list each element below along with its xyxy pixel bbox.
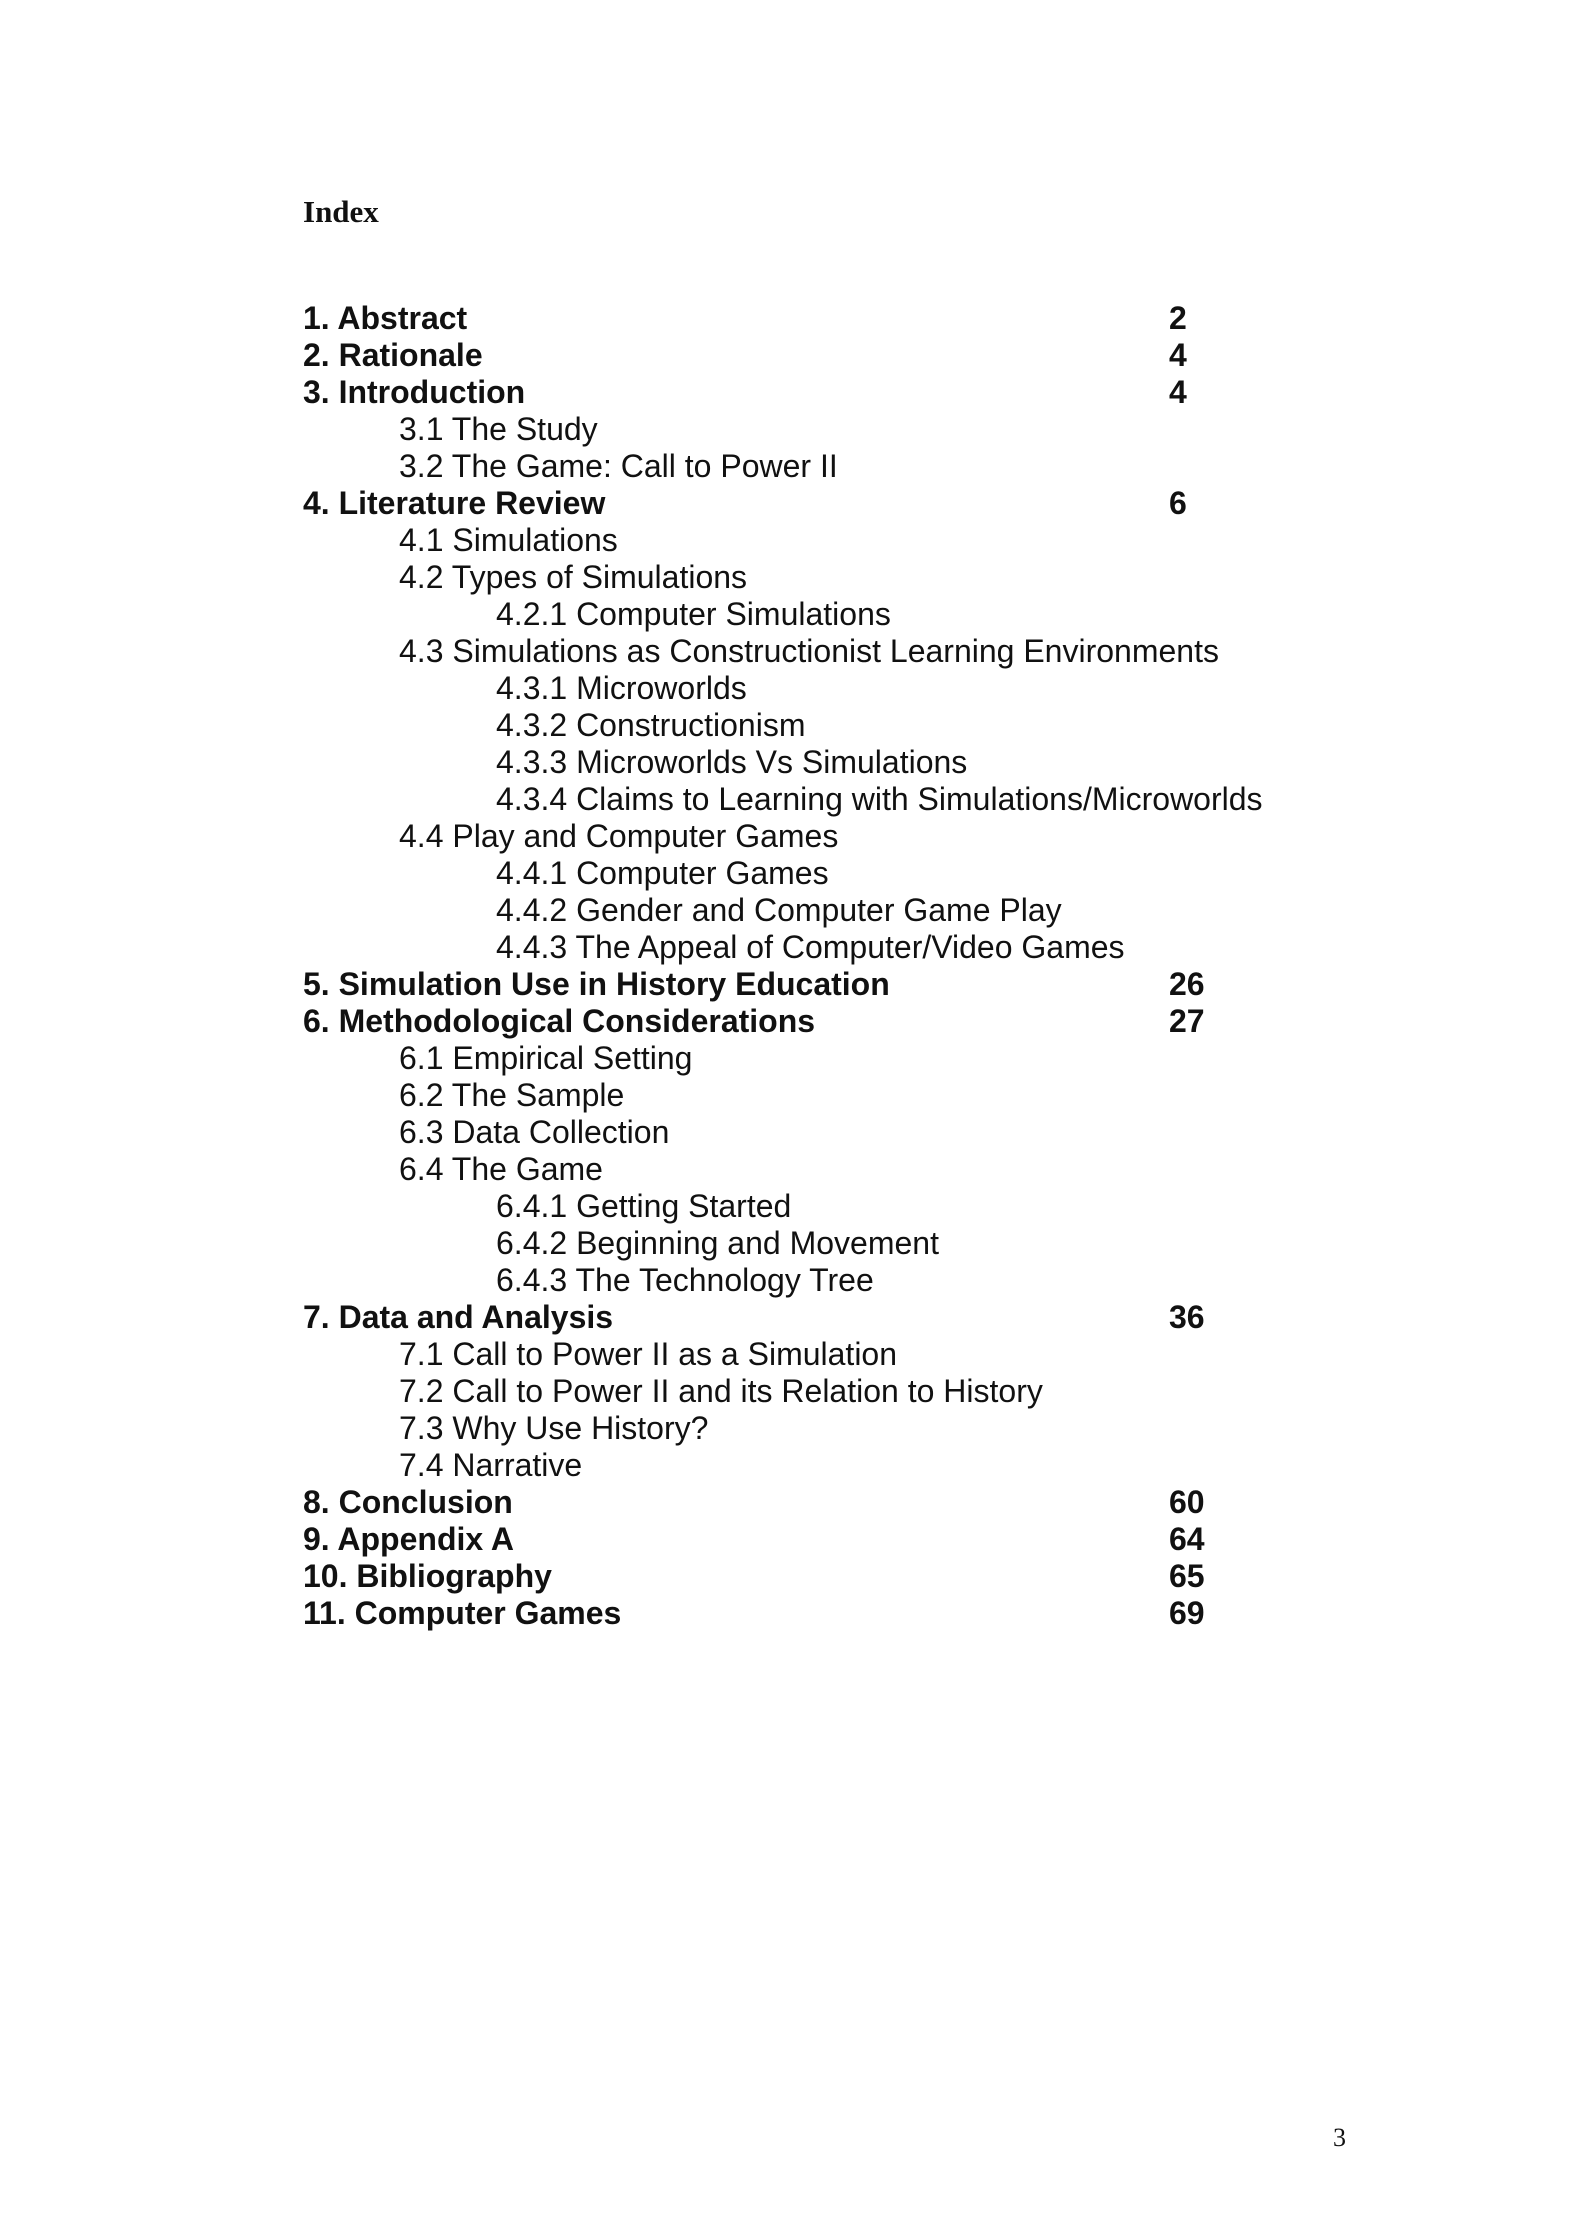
toc-entry xyxy=(303,707,1243,744)
toc-entry-page: 4 xyxy=(1169,374,1187,410)
toc-entry-title: 4.3.2 Constructionism xyxy=(496,707,806,743)
toc-entry xyxy=(303,892,1243,929)
toc-entry-title: 6.2 The Sample xyxy=(399,1077,625,1113)
toc-entry xyxy=(303,818,1243,855)
toc-entry xyxy=(303,1447,1243,1484)
toc-entry-title: 6.3 Data Collection xyxy=(399,1114,670,1150)
toc-entry xyxy=(303,1262,1243,1299)
toc-entry-title: 7.1 Call to Power II as a Simulation xyxy=(399,1336,898,1372)
toc-entry-page: 64 xyxy=(1169,1521,1205,1557)
toc-entry-title: 9. Appendix A xyxy=(303,1521,514,1557)
toc-entry xyxy=(303,1595,1243,1632)
toc-entry xyxy=(303,300,1243,337)
toc-entry-title: 7.3 Why Use History? xyxy=(399,1410,709,1446)
toc-entry xyxy=(303,1188,1243,1225)
toc-entry-title: 3.2 The Game: Call to Power II xyxy=(399,448,838,484)
toc-entry-title: 6.4.3 The Technology Tree xyxy=(496,1262,874,1298)
toc-entry-page: 4 xyxy=(1169,337,1187,373)
toc-entry-title: 4.3.4 Claims to Learning with Simulations/Microworlds xyxy=(496,781,1263,817)
table-of-contents xyxy=(303,300,1263,1632)
toc-entry xyxy=(303,966,1243,1003)
toc-entry xyxy=(303,1558,1243,1595)
toc-entry xyxy=(303,781,1263,818)
toc-entry-title: 4.3.3 Microworlds Vs Simulations xyxy=(496,744,968,780)
toc-entry xyxy=(303,1373,1243,1410)
toc-entry-title: 4.2.1 Computer Simulations xyxy=(496,596,891,632)
toc-entry xyxy=(303,337,1243,374)
toc-entry-page: 36 xyxy=(1169,1299,1205,1335)
toc-entry-page: 26 xyxy=(1169,966,1205,1002)
toc-entry-title: 7. Data and Analysis xyxy=(303,1299,614,1335)
toc-entry-title: 4.3 Simulations as Constructionist Learning Environments xyxy=(399,633,1219,669)
toc-entry xyxy=(303,596,1243,633)
toc-entry-title: 4.4 Play and Computer Games xyxy=(399,818,839,854)
toc-entry-page: 65 xyxy=(1169,1558,1205,1594)
toc-entry-title: 7.2 Call to Power II and its Relation to History xyxy=(399,1373,1043,1409)
toc-entry xyxy=(303,1003,1243,1040)
toc-entry xyxy=(303,485,1243,522)
toc-entry xyxy=(303,929,1243,966)
toc-entry-title: 6.4.1 Getting Started xyxy=(496,1188,792,1224)
toc-entry-title: 4.4.3 The Appeal of Computer/Video Games xyxy=(496,929,1125,965)
toc-entry-page: 27 xyxy=(1169,1003,1205,1039)
toc-entry-title: 11. Computer Games xyxy=(303,1595,622,1631)
page-number: 3 xyxy=(1333,2123,1346,2152)
toc-entry xyxy=(303,1151,1243,1188)
toc-entry xyxy=(303,1077,1243,1114)
toc-entry xyxy=(303,448,1243,485)
toc-entry-page: 6 xyxy=(1169,485,1187,521)
toc-entry-title: 3. Introduction xyxy=(303,374,526,410)
toc-entry-page: 69 xyxy=(1169,1595,1205,1631)
toc-entry-title: 6.1 Empirical Setting xyxy=(399,1040,693,1076)
toc-entry-title: 7.4 Narrative xyxy=(399,1447,583,1483)
toc-entry xyxy=(303,374,1243,411)
toc-entry-page: 2 xyxy=(1169,300,1187,336)
toc-entry-title: 4. Literature Review xyxy=(303,485,606,521)
toc-entry xyxy=(303,1336,1243,1373)
toc-entry xyxy=(303,633,1243,670)
toc-entry xyxy=(303,855,1243,892)
toc-entry-title: 3.1 The Study xyxy=(399,411,598,447)
toc-entry-title: 1. Abstract xyxy=(303,300,468,336)
toc-entry xyxy=(303,522,1243,559)
toc-entry xyxy=(303,1299,1243,1336)
toc-entry xyxy=(303,1040,1243,1077)
toc-entry-title: 6. Methodological Considerations xyxy=(303,1003,816,1039)
toc-entry-title: 6.4 The Game xyxy=(399,1151,603,1187)
toc-entry-title: 5. Simulation Use in History Education xyxy=(303,966,890,1002)
toc-entry-title: 2. Rationale xyxy=(303,337,483,373)
toc-entry xyxy=(303,1410,1243,1447)
toc-entry xyxy=(303,1484,1243,1521)
toc-entry xyxy=(303,744,1243,781)
toc-entry-title: 4.4.1 Computer Games xyxy=(496,855,829,891)
toc-entry-title: 6.4.2 Beginning and Movement xyxy=(496,1225,939,1261)
toc-entry xyxy=(303,1225,1243,1262)
toc-entry xyxy=(303,1114,1243,1151)
toc-entry-title: 10. Bibliography xyxy=(303,1558,552,1594)
toc-entry-title: 4.2 Types of Simulations xyxy=(399,559,748,595)
toc-entry-title: 4.4.2 Gender and Computer Game Play xyxy=(496,892,1062,928)
toc-entry-page: 60 xyxy=(1169,1484,1205,1520)
toc-entry xyxy=(303,1521,1243,1558)
toc-entry-title: 4.1 Simulations xyxy=(399,522,618,558)
toc-entry xyxy=(303,411,1243,448)
index-heading: Index xyxy=(303,194,379,229)
toc-entry-title: 8. Conclusion xyxy=(303,1484,513,1520)
toc-entry xyxy=(303,670,1243,707)
toc-entry xyxy=(303,559,1243,596)
toc-entry-title: 4.3.1 Microworlds xyxy=(496,670,747,706)
